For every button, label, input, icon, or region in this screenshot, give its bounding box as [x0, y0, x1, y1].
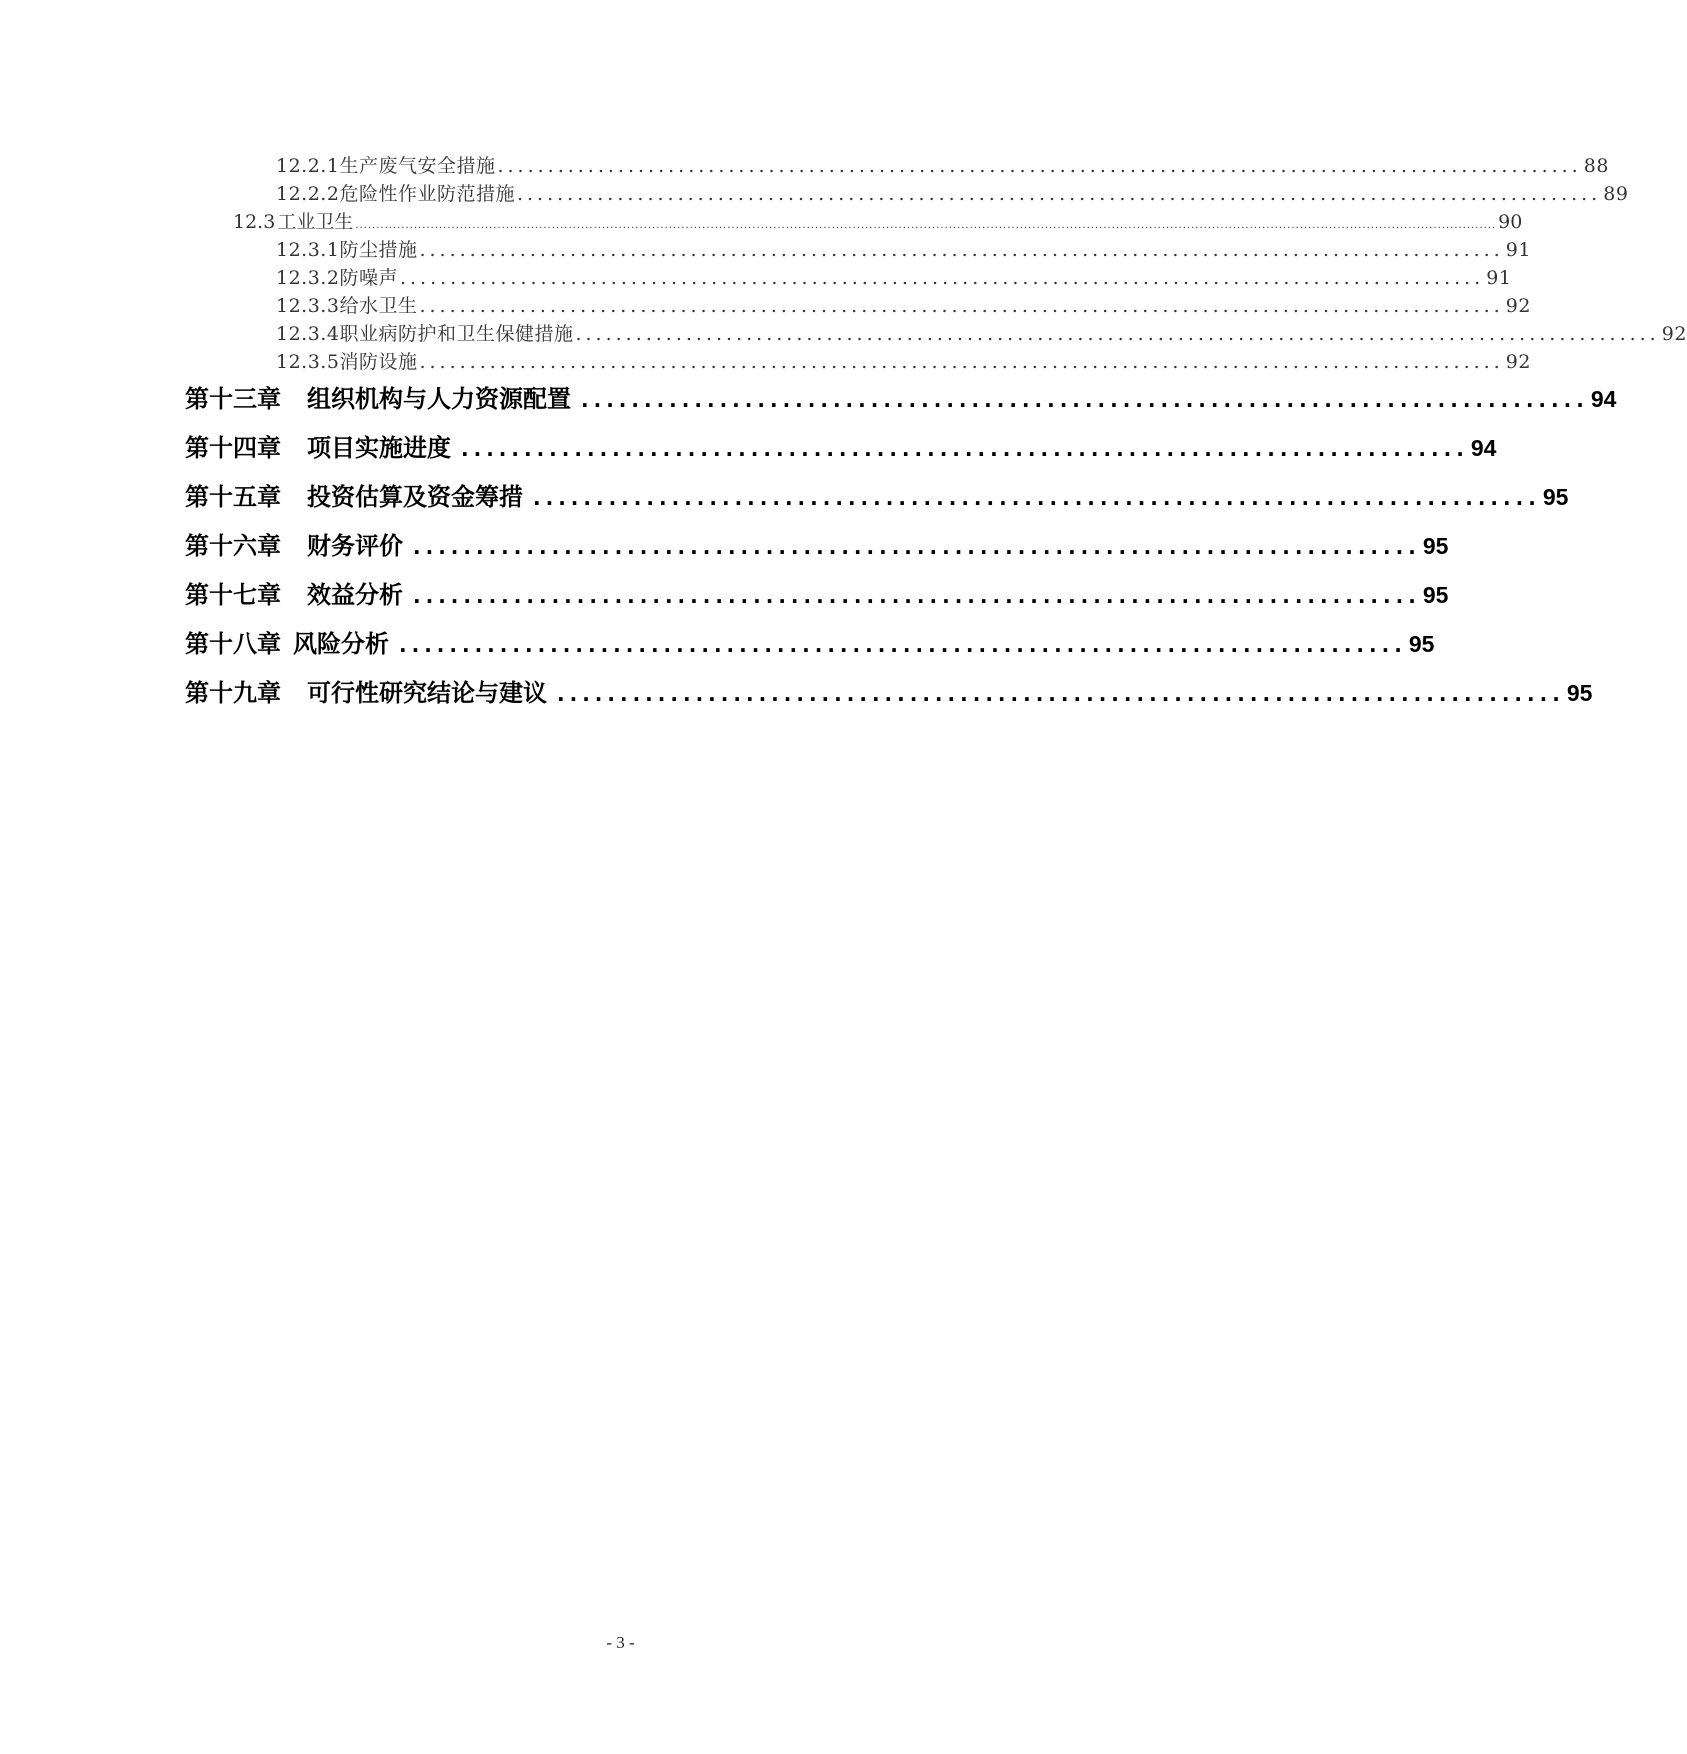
toc-chapter-17[interactable]	[185, 575, 1449, 609]
toc-chapter-page: 94	[1590, 386, 1617, 412]
toc-chapter-19[interactable]	[185, 673, 1593, 707]
toc-chapter-title: 项目实施进度	[307, 433, 451, 462]
toc-chapter-title: 风险分析	[293, 629, 389, 658]
toc-entry-title: 给水卫生	[339, 295, 418, 317]
toc-chapter-page: 95	[1422, 533, 1449, 559]
toc-entry-number: 12.3.2	[276, 267, 340, 289]
toc-chapter-number: 第十三章	[185, 384, 281, 413]
toc-entry-12-3-4[interactable]	[276, 319, 1687, 345]
dot-leader: ................................................................................	[461, 437, 1469, 461]
toc-entry-12-3-5[interactable]	[276, 347, 1531, 373]
toc-chapter-page: 95	[1408, 631, 1435, 657]
toc-entry-title: 防尘措施	[339, 239, 418, 261]
toc-entry-number: 12.2.2	[276, 183, 340, 205]
toc-chapter-number: 第十七章	[185, 580, 281, 609]
toc-entry-title: 职业病防护和卫生保健措施	[339, 323, 574, 345]
toc-entry-number: 12.2.1	[276, 155, 340, 177]
toc-chapter-18[interactable]	[185, 624, 1435, 658]
toc-chapter-14[interactable]	[185, 428, 1497, 462]
toc-entry-page: 90	[1498, 211, 1523, 233]
toc-entry-page: 88	[1583, 155, 1609, 177]
dot-leader: ............................................................................................................	[516, 183, 1602, 205]
toc-chapter-title: 投资估算及资金筹措	[307, 482, 523, 511]
toc-chapter-15[interactable]	[185, 477, 1569, 511]
toc-entry-12-2-1[interactable]	[276, 151, 1609, 177]
toc-entry-title: 危险性作业防范措施	[339, 183, 515, 205]
toc-entry-12-2-2[interactable]	[276, 179, 1629, 205]
dot-leader: ............................................................................................................	[419, 295, 1504, 317]
dot-leader: ................................................................................	[581, 388, 1589, 412]
toc-entry-number: 12.3	[233, 211, 276, 233]
toc-chapter-number: 第十六章	[185, 531, 281, 560]
dot-leader: ................................................................................	[399, 633, 1407, 657]
toc-entry-title: 生产废气安全措施	[339, 155, 496, 177]
dot-leader: ................................................................................	[533, 486, 1541, 510]
toc-entry-number: 12.3.1	[276, 239, 340, 261]
toc-entry-title: 防噪声	[339, 267, 398, 289]
dot-leader: ............................................................................................................	[419, 351, 1504, 373]
toc-chapter-16[interactable]	[185, 526, 1449, 560]
toc-chapter-page: 95	[1422, 582, 1449, 608]
toc-entry-title: 消防设施	[339, 351, 418, 373]
toc-entry-title: 工业卫生	[277, 211, 354, 233]
toc-chapter-number: 第十四章	[185, 433, 281, 462]
toc-chapter-title: 效益分析	[307, 580, 403, 609]
toc-chapter-page: 94	[1470, 435, 1497, 461]
dot-leader: ............................................................................................................	[419, 239, 1504, 261]
toc-entry-12-3[interactable]	[233, 207, 1523, 233]
toc-entry-page: 92	[1661, 323, 1687, 345]
toc-chapter-page: 95	[1542, 484, 1569, 510]
dot-leader: ............................................................................................................	[399, 267, 1485, 289]
dot-leader: ............................................................................................................	[497, 155, 1582, 177]
toc-entry-12-3-1[interactable]	[276, 235, 1531, 261]
toc-entry-page: 92	[1505, 351, 1531, 373]
toc-entry-number: 12.3.3	[276, 295, 340, 317]
toc-chapter-number: 第十五章	[185, 482, 281, 511]
toc-entry-page: 89	[1603, 183, 1629, 205]
toc-entry-page: 92	[1505, 295, 1531, 317]
dot-leader: ................................................................................	[557, 682, 1565, 706]
toc-chapter-page: 95	[1566, 680, 1593, 706]
dot-leader: ............................................................................................................	[575, 323, 1660, 345]
toc-chapter-number: 第十八章	[185, 629, 281, 658]
toc-chapter-title: 可行性研究结论与建议	[307, 678, 547, 707]
toc-chapter-title: 财务评价	[307, 531, 403, 560]
toc-entry-number: 12.3.4	[276, 323, 340, 345]
dot-leader: ................................................................................	[413, 535, 1421, 559]
dot-leader: ................................................................................	[413, 584, 1421, 608]
toc-entry-page: 91	[1486, 267, 1512, 289]
toc-entry-number: 12.3.5	[276, 351, 340, 373]
toc-chapter-title: 组织机构与人力资源配置	[307, 384, 571, 413]
toc-entry-page: 91	[1505, 239, 1531, 261]
toc-chapter-13[interactable]	[185, 379, 1617, 413]
toc-entry-12-3-2[interactable]	[276, 263, 1512, 289]
dot-leader: .................................................................................................................................................................................................................................................................................	[355, 220, 1497, 231]
toc-entry-12-3-3[interactable]	[276, 291, 1531, 317]
toc-chapter-number: 第十九章	[185, 678, 281, 707]
page-number-footer: - 3 -	[606, 1633, 635, 1652]
